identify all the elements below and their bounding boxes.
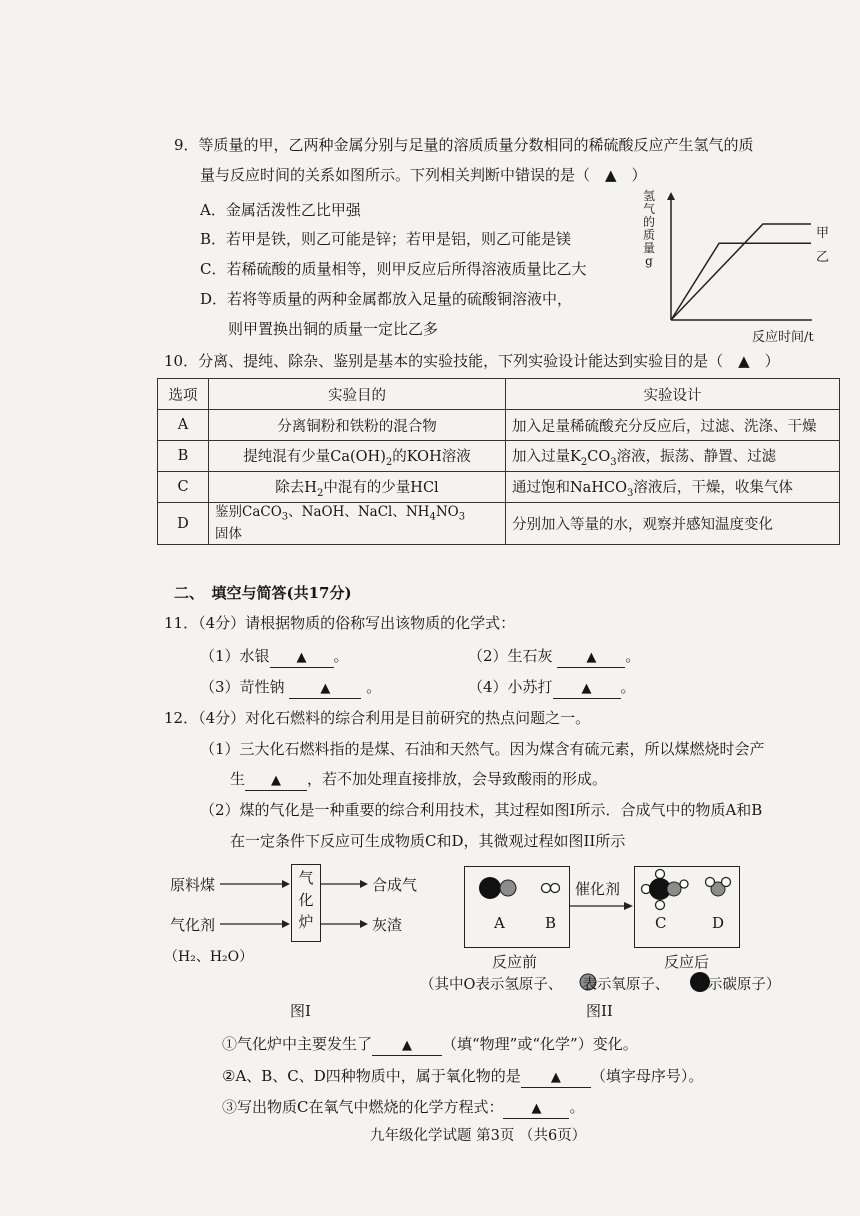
q12-p1-line2: 生 ▲ ，若不加处理直接排放，会导致酸雨的形成。 bbox=[230, 768, 607, 791]
graph-ylabel: 氢 气 的 质 量 g bbox=[642, 189, 655, 268]
row-aim: 提纯混有少量$Ca(OH)_2$的KOH溶液 bbox=[209, 441, 506, 472]
row-option: D bbox=[158, 503, 209, 545]
table-row bbox=[158, 503, 840, 545]
hydrogen-atom bbox=[706, 878, 715, 887]
q9-line2: 量与反应时间的关系如图所示。下列相关判断中错误的是（ ▲ ） bbox=[200, 166, 647, 184]
table-row bbox=[158, 472, 840, 503]
fig2-label-a: A bbox=[494, 914, 505, 932]
q12-stem: 12．（4分）对化石燃料的综合利用是目前研究的热点问题之一。 bbox=[164, 709, 591, 727]
hydrogen-atom bbox=[551, 884, 560, 893]
row-design: 通过饱和NaHCO$_3$溶液后，干燥，收集气体 bbox=[506, 472, 840, 503]
fig1-caption: 图I bbox=[290, 1002, 311, 1020]
q9-option-b: B．若甲是铁，则乙可能是锌；若甲是铝，则乙可能是镁 bbox=[200, 230, 572, 248]
answer-blank[interactable]: ▲ bbox=[270, 647, 334, 668]
fig1-output-syngas: 合成气 bbox=[372, 876, 418, 894]
table-row bbox=[158, 410, 840, 441]
figure-2 bbox=[420, 862, 840, 1032]
answer-blank[interactable]: ▲ bbox=[372, 1035, 442, 1056]
oxygen-atom bbox=[667, 882, 681, 896]
graph-xlabel: 反应时间/t bbox=[752, 330, 814, 345]
fig2-catalyst: 催化剂 bbox=[575, 880, 621, 898]
figure-1 bbox=[160, 862, 450, 1032]
fig1-note: （H₂、H₂O） bbox=[164, 949, 254, 965]
q9-option-c: C．若稀硫酸的质量相等，则甲反应后所得溶液质量比乙大 bbox=[200, 260, 587, 278]
row-aim: 鉴别CaCO$_3$、NaOH、NaCl、$NH_4NO_3$ 固体 bbox=[209, 503, 506, 545]
header-design: 实验设计 bbox=[506, 379, 840, 410]
fig1-furnace: 气 化 炉 bbox=[291, 864, 321, 942]
legend-yi: 乙 bbox=[816, 250, 830, 265]
fig2-label-b: B bbox=[545, 914, 557, 932]
answer-blank[interactable]: ▲ bbox=[289, 678, 361, 699]
q11-item-1: （1）水银 ▲ 。 bbox=[200, 645, 349, 668]
q10-stem: 10．分离、提纯、除杂、鉴别是基本的实验技能，下列实验设计能达到实验目的是（ ▲ ） bbox=[164, 352, 780, 370]
fig2-label-c: C bbox=[655, 914, 667, 932]
hydrogen-atom bbox=[680, 880, 688, 888]
row-aim: 除去$H_2$中混有的少量HCl bbox=[209, 472, 506, 503]
fig2-after-label: 反应后 bbox=[664, 953, 710, 971]
oxygen-atom bbox=[500, 880, 516, 896]
section-title: 二、 填空与简答(共17分) bbox=[174, 584, 352, 602]
fig1-input-coal: 原料煤 bbox=[170, 876, 216, 894]
fig1-input-agent: 气化剂 bbox=[170, 916, 216, 934]
q12-sub1: ①气化炉中主要发生了 ▲ （填“物理”或“化学”）变化。 bbox=[222, 1033, 638, 1056]
q11-item-2: （2）生石灰 ▲ 。 bbox=[468, 645, 640, 668]
row-option: A bbox=[158, 410, 209, 441]
q9-option-a: A．金属活泼性乙比甲强 bbox=[200, 201, 361, 219]
table-header-row bbox=[158, 379, 840, 410]
answer-blank[interactable]: ▲ bbox=[557, 647, 625, 668]
row-aim: 分离铜粉和铁粉的混合物 bbox=[209, 410, 506, 441]
series-yi-line bbox=[671, 243, 811, 320]
row-option: B bbox=[158, 441, 209, 472]
fig2-label-d: D bbox=[712, 914, 725, 932]
header-option: 选项 bbox=[158, 379, 209, 410]
q9-option-d-cont: 则甲置换出铜的质量一定比乙多 bbox=[228, 320, 439, 338]
hydrogen-atom bbox=[656, 870, 665, 879]
q12-p1-line1: （1）三大化石燃料指的是煤、石油和天然气。因为煤含有硫元素，所以煤燃烧时会产 bbox=[200, 740, 765, 758]
table-row bbox=[158, 441, 840, 472]
carbon-atom bbox=[479, 877, 501, 899]
q11-item-4: （4）小苏打 ▲ 。 bbox=[468, 676, 636, 699]
q12-p2-line1: （2）煤的气化是一种重要的综合利用技术，其过程如图I所示．合成气中的物质A和B bbox=[200, 801, 763, 819]
fig2-before-label: 反应前 bbox=[492, 953, 538, 971]
q10-table bbox=[157, 378, 840, 545]
q12-p2-line2: 在一定条件下反应可生成物质C和D，其微观过程如图II所示 bbox=[230, 832, 626, 850]
row-option: C bbox=[158, 472, 209, 503]
hydrogen-atom bbox=[722, 878, 731, 887]
q9-line1: 9．等质量的甲，乙两种金属分别与足量的溶质质量分数相同的稀硫酸反应产生氢气的质 bbox=[174, 136, 754, 154]
q11-item-3: （3）苛性钠 ▲ 。 bbox=[200, 676, 381, 699]
answer-blank[interactable]: ▲ bbox=[521, 1067, 591, 1088]
hydrogen-atom bbox=[656, 901, 665, 910]
row-design: 加入过量$K_2CO_3$溶液，振荡、静置、过滤 bbox=[506, 441, 840, 472]
row-design: 分别加入等量的水，观察并感知温度变化 bbox=[506, 503, 840, 545]
q11-stem: 11．（4分）请根据物质的俗称写出该物质的化学式： bbox=[164, 614, 516, 632]
series-jia-line bbox=[671, 224, 811, 320]
answer-blank[interactable]: ▲ bbox=[503, 1098, 569, 1119]
q9-graph bbox=[640, 190, 840, 345]
q12-sub2: ②A、B、C、D四种物质中，属于氧化物的是 ▲ （填字母序号）。 bbox=[222, 1065, 703, 1088]
page-footer: 九年级化学试题 第3页 （共6页） bbox=[370, 1128, 587, 1144]
fig2-legend: （其中O表示氢原子、 表示氧原子、 表示碳原子） bbox=[420, 977, 781, 993]
q12-sub3: ③写出物质C在氧气中燃烧的化学方程式： ▲ 。 bbox=[222, 1096, 585, 1119]
hydrogen-atom bbox=[542, 884, 551, 893]
q9-line-chart bbox=[640, 190, 840, 325]
fig1-output-ash: 灰渣 bbox=[372, 916, 403, 934]
q9-option-d: D．若将等质量的两种金属都放入足量的硫酸铜溶液中， bbox=[200, 290, 573, 308]
y-axis-arrow bbox=[667, 192, 675, 200]
header-aim: 实验目的 bbox=[209, 379, 506, 410]
legend-jia: 甲 bbox=[816, 226, 830, 241]
answer-blank[interactable]: ▲ bbox=[553, 678, 621, 699]
fig2-caption: 图II bbox=[586, 1002, 613, 1020]
row-design: 加入足量稀硫酸充分反应后，过滤、洗涤、干燥 bbox=[506, 410, 840, 441]
answer-blank[interactable]: ▲ bbox=[245, 770, 307, 791]
